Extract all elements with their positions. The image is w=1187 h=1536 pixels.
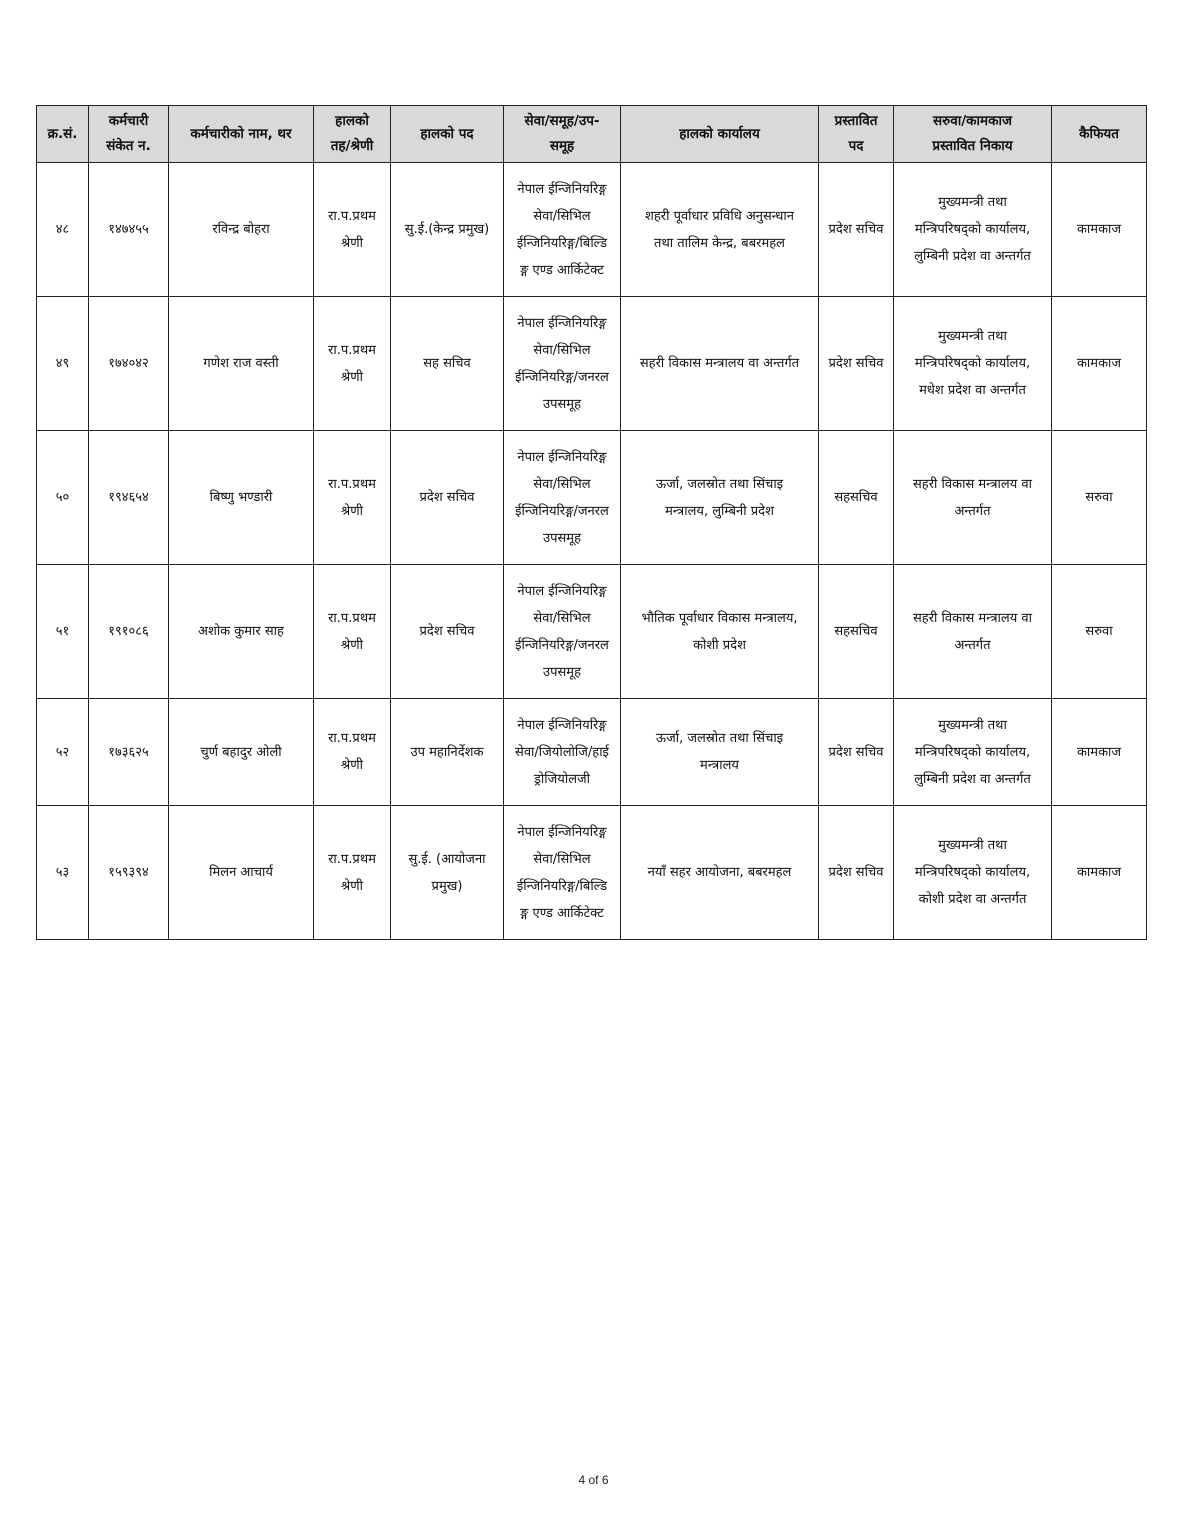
cell-code: १७४०४२ [89,297,169,431]
cell-code: १९१०८६ [89,565,169,699]
header-current-office: हालको कार्यालय [621,106,819,163]
cell-service: नेपाल ईन्जिनियरिङ्ग सेवा/सिभिल ईन्जिनियरिङ्ग/बिल्डि ङ्ग एण्ड आर्किटेक्ट [504,163,621,297]
cell-proposed-office: मुख्यमन्त्री तथा मन्त्रिपरिषद्को कार्यालय, मधेश प्रदेश वा अन्तर्गत [894,297,1052,431]
cell-proposed-office: सहरी विकास मन्त्रालय वा अन्तर्गत [894,565,1052,699]
header-remarks: कैफियत [1052,106,1147,163]
table-row [37,297,1147,431]
cell-level: रा.प.प्रथम श्रेणी [314,431,391,565]
table-row [37,699,1147,806]
cell-name: बिष्णु भण्डारी [169,431,314,565]
cell-name: अशोक कुमार साह [169,565,314,699]
table-row [37,806,1147,940]
cell-code: १७३६२५ [89,699,169,806]
cell-service: नेपाल ईन्जिनियरिङ्ग सेवा/सिभिल ईन्जिनियरिङ्ग/जनरल उपसमूह [504,565,621,699]
cell-office: ऊर्जा, जलस्रोत तथा सिंचाइ मन्त्रालय [621,699,819,806]
cell-name: मिलन आचार्य [169,806,314,940]
cell-level: रा.प.प्रथम श्रेणी [314,806,391,940]
cell-post: सु.ई. (आयोजना प्रमुख) [391,806,504,940]
cell-remarks: सरुवा [1052,565,1147,699]
cell-proposed-post: प्रदेश सचिव [819,806,894,940]
cell-level: रा.प.प्रथम श्रेणी [314,699,391,806]
header-row [37,106,1147,163]
cell-sn: ४९ [37,297,89,431]
header-employee-name: कर्मचारीको नाम, थर [169,106,314,163]
cell-proposed-post: सहसचिव [819,565,894,699]
cell-code: १५९३९४ [89,806,169,940]
cell-proposed-office: सहरी विकास मन्त्रालय वा अन्तर्गत [894,431,1052,565]
cell-level: रा.प.प्रथम श्रेणी [314,565,391,699]
cell-proposed-post: सहसचिव [819,431,894,565]
table-row [37,565,1147,699]
cell-office: शहरी पूर्वाधार प्रविधि अनुसन्धान तथा तालिम केन्द्र, बबरमहल [621,163,819,297]
cell-office: नयाँ सहर आयोजना, बबरमहल [621,806,819,940]
header-sn: क्र.सं. [37,106,89,163]
cell-code: १४७४५५ [89,163,169,297]
cell-proposed-office: मुख्यमन्त्री तथा मन्त्रिपरिषद्को कार्यालय, लुम्बिनी प्रदेश वा अन्तर्गत [894,163,1052,297]
page-number: 4 of 6 [578,1473,609,1487]
cell-proposed-post: प्रदेश सचिव [819,699,894,806]
cell-name: रविन्द्र बोहरा [169,163,314,297]
header-service-group: सेवा/समूह/उप- समूह [504,106,621,163]
cell-sn: ५० [37,431,89,565]
table-row [37,163,1147,297]
cell-remarks: कामकाज [1052,806,1147,940]
cell-post: सह सचिव [391,297,504,431]
cell-remarks: कामकाज [1052,699,1147,806]
header-current-level: हालको तह/श्रेणी [314,106,391,163]
cell-name: गणेश राज वस्ती [169,297,314,431]
cell-service: नेपाल ईन्जिनियरिङ्ग सेवा/सिभिल ईन्जिनियरिङ्ग/जनरल उपसमूह [504,297,621,431]
cell-proposed-post: प्रदेश सचिव [819,297,894,431]
cell-service: नेपाल ईन्जिनियरिङ्ग सेवा/सिभिल ईन्जिनियरिङ्ग/जनरल उपसमूह [504,431,621,565]
cell-sn: ५२ [37,699,89,806]
header-proposed-post: प्रस्तावित पद [819,106,894,163]
cell-proposed-post: प्रदेश सचिव [819,163,894,297]
cell-code: १९४६५४ [89,431,169,565]
cell-proposed-office: मुख्यमन्त्री तथा मन्त्रिपरिषद्को कार्यालय, कोशी प्रदेश वा अन्तर्गत [894,806,1052,940]
cell-sn: ४८ [37,163,89,297]
cell-sn: ५१ [37,565,89,699]
header-current-post: हालको पद [391,106,504,163]
cell-service: नेपाल ईन्जिनियरिङ्ग सेवा/सिभिल ईन्जिनियरिङ्ग/बिल्डि ङ्ग एण्ड आर्किटेक्ट [504,806,621,940]
cell-post: सु.ई.(केन्द्र प्रमुख) [391,163,504,297]
table-row [37,431,1147,565]
table-header [37,106,1147,163]
cell-sn: ५३ [37,806,89,940]
cell-office: सहरी विकास मन्त्रालय वा अन्तर्गत [621,297,819,431]
cell-name: चुर्ण बहादुर ओली [169,699,314,806]
cell-post: प्रदेश सचिव [391,565,504,699]
cell-remarks: सरुवा [1052,431,1147,565]
header-employee-code: कर्मचारी संकेत न. [89,106,169,163]
header-proposed-office: सरुवा/कामकाज प्रस्तावित निकाय [894,106,1052,163]
cell-remarks: कामकाज [1052,163,1147,297]
cell-post: प्रदेश सचिव [391,431,504,565]
cell-proposed-office: मुख्यमन्त्री तथा मन्त्रिपरिषद्को कार्यालय, लुम्बिनी प्रदेश वा अन्तर्गत [894,699,1052,806]
cell-office: भौतिक पूर्वाधार विकास मन्त्रालय, कोशी प्रदेश [621,565,819,699]
cell-level: रा.प.प्रथम श्रेणी [314,297,391,431]
cell-post: उप महानिर्देशक [391,699,504,806]
cell-service: नेपाल ईन्जिनियरिङ्ग सेवा/जियोलोजि/हाई ड्रोजियोलजी [504,699,621,806]
table-body [37,163,1147,940]
cell-remarks: कामकाज [1052,297,1147,431]
cell-office: ऊर्जा, जलस्रोत तथा सिंचाइ मन्त्रालय, लुम्बिनी प्रदेश [621,431,819,565]
cell-level: रा.प.प्रथम श्रेणी [314,163,391,297]
employee-transfer-table [36,105,1147,940]
